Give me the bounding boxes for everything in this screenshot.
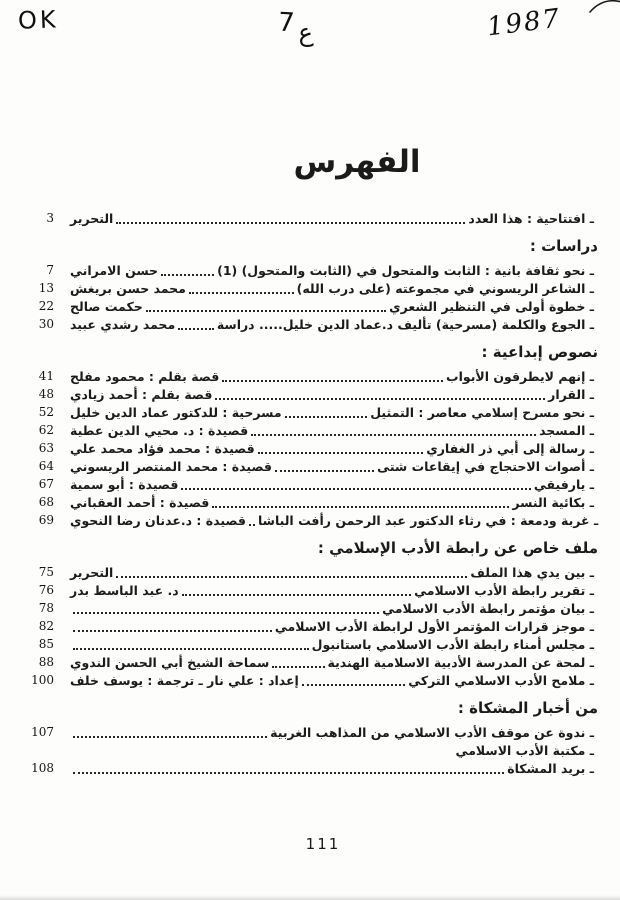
toc-entry — [24, 618, 594, 635]
entry-leader-dots — [285, 416, 368, 418]
entry-title: ـ افتتاحية : هذا العدد — [468, 211, 594, 226]
entry-content — [54, 458, 594, 475]
entry-content — [54, 476, 594, 493]
entry-title: ـ مجلس أمناء رابطة الأدب الاسلامي باستانبول — [311, 637, 594, 652]
entry-title: ـ مكتبة الأدب الاسلامي — [455, 743, 594, 758]
entry-page-number: 63 — [38, 441, 54, 455]
entry-page-number: 64 — [38, 459, 54, 473]
toc-entry — [24, 422, 594, 439]
entry-content — [54, 404, 594, 421]
entry-leader-dots — [116, 576, 467, 578]
entry-title: ـ نحو مسرح إسلامي معاصر : التمثيل — [370, 405, 594, 420]
entry-content — [54, 760, 594, 777]
entry-title: ـ نحو ثقافة بانية : الثابت والمتحول في (الثابت والمتحول) (1) — [217, 263, 594, 278]
entry-title: ـ المسجد — [539, 423, 594, 438]
entry-leader-dots — [222, 380, 443, 382]
entry-title: ـ بريد المشكاة — [507, 761, 594, 776]
entry-author: قصيدة : محمد فؤاد محمد علي — [70, 441, 255, 456]
entry-page-number: 3 — [46, 211, 54, 225]
entry-title: ـ أصوات الاحتجاج في إيقاعات شتى — [377, 459, 594, 474]
entry-content — [54, 724, 594, 741]
entry-page-number: 41 — [38, 369, 54, 383]
entry-author: قصيدة : د. محيي الدين عطية — [70, 423, 249, 438]
toc-entry — [24, 512, 599, 529]
toc-entry — [24, 476, 594, 493]
entry-title: ـ إنهم لايطرقون الأبواب — [446, 369, 594, 384]
entry-title: ـ بيان مؤتمر رابطة الأدب الاسلامي — [382, 601, 594, 616]
toc-entry — [24, 386, 594, 403]
entry-page-number: 7 — [46, 263, 54, 277]
handwritten-ok-mark: OK — [17, 5, 60, 35]
entry-title: ـ القرار — [548, 387, 594, 402]
entry-author: حسن الامراني — [70, 263, 159, 278]
entry-leader-dots — [73, 648, 309, 650]
toc-entry — [24, 494, 594, 511]
entry-leader-dots — [73, 772, 504, 774]
entry-content — [54, 742, 594, 759]
section-header: ملف خاص عن رابطة الأدب الإسلامي : — [317, 539, 598, 557]
scan-bottom-edge — [0, 895, 620, 900]
entry-page-number: 100 — [31, 673, 54, 687]
entry-title: ـ ندوة عن موقف الأدب الاسلامي من المذاهب الغربية — [270, 725, 594, 740]
entry-page-number: 107 — [31, 725, 54, 739]
entry-leader-dots — [258, 452, 424, 454]
entry-page-number: 85 — [38, 637, 54, 651]
entry-content — [54, 600, 594, 617]
entry-leader-dots — [249, 524, 255, 526]
entry-content — [54, 210, 594, 227]
entry-title: ـ رسالة إلى أبي ذر الغفاري — [426, 441, 594, 456]
entry-leader-dots — [275, 470, 374, 472]
entry-leader-dots — [302, 684, 405, 686]
entry-title: ـ الشاعر الريسوني في مجموعته (على درب الله) — [296, 281, 594, 296]
entry-content — [54, 316, 594, 333]
entry-author: قصيدة : محمد المنتصر الريسوني — [70, 459, 272, 474]
entry-page-number: 67 — [38, 477, 54, 491]
toc-entry — [24, 440, 594, 457]
toc-entry — [24, 404, 594, 421]
entry-content — [54, 280, 594, 297]
entry-title: ـ بين يدي هذا الملف — [470, 565, 594, 580]
page-title: الفهرس — [293, 144, 421, 180]
toc-entry — [24, 582, 594, 599]
scan-corner-mark — [589, 0, 620, 16]
toc-entry — [24, 262, 594, 279]
entry-leader-dots — [181, 488, 530, 490]
entry-page-number: 108 — [31, 761, 54, 775]
entry-leader-dots — [161, 274, 214, 276]
toc-entry — [24, 636, 594, 653]
entry-leader-dots — [272, 666, 324, 668]
toc-entry — [24, 742, 594, 759]
handwritten-issue-number: 7 — [277, 7, 296, 39]
entry-content — [54, 582, 594, 599]
entry-page-number: 82 — [38, 619, 54, 633]
entry-leader-dots — [116, 222, 465, 224]
entry-leader-dots — [251, 434, 536, 436]
section-header: نصوص إبداعية : — [481, 343, 598, 361]
toc-entry — [24, 368, 594, 385]
entry-content — [54, 368, 594, 385]
entry-content — [54, 494, 594, 511]
entry-title: ـ موجز قرارات المؤتمر الأول لرابطة الأدب الاسلامي — [274, 619, 594, 634]
entry-content — [54, 618, 594, 635]
entry-content — [54, 636, 594, 653]
entry-content — [54, 440, 594, 457]
entry-author: محمد رشدي عبيد — [70, 317, 176, 332]
handwritten-year: 1987 — [485, 3, 563, 43]
entry-page-number: 69 — [38, 513, 54, 527]
entry-title: ـ ملامح الأدب الاسلامي التركي — [408, 673, 594, 688]
entry-content — [54, 564, 594, 581]
entry-author: حكمت صالح — [70, 299, 143, 314]
entry-page-number: 76 — [38, 583, 54, 597]
entry-leader-dots — [212, 506, 509, 508]
footer-page-number: 111 — [305, 835, 341, 853]
toc-entry — [24, 654, 594, 671]
entry-author: التحرير — [70, 565, 114, 580]
toc-entry — [24, 760, 594, 777]
entry-page-number: 13 — [38, 281, 54, 295]
entry-author: قصة بقلم : أحمد زيادي — [70, 387, 213, 402]
entry-content — [54, 386, 594, 403]
table-of-contents — [24, 210, 599, 778]
entry-page-number: 88 — [38, 655, 54, 669]
entry-leader-dots — [178, 328, 214, 330]
entry-title: ـ تقرير رابطة الأدب الاسلامي — [414, 583, 594, 598]
entry-content — [54, 262, 594, 279]
toc-entry — [24, 724, 594, 741]
entry-leader-dots — [146, 310, 386, 312]
entry-page-number: 75 — [38, 565, 54, 579]
entry-author: التحرير — [70, 211, 114, 226]
toc-entry — [24, 600, 594, 617]
entry-author: مسرحية : للدكتور عماد الدين خليل — [70, 405, 282, 420]
entry-leader-dots — [189, 292, 294, 294]
entry-page-number: 62 — [38, 423, 54, 437]
entry-content — [54, 422, 594, 439]
entry-title: ـ بكائية النسر — [512, 495, 594, 510]
entry-leader-dots — [215, 398, 545, 400]
entry-page-number: 30 — [38, 317, 54, 331]
toc-entry — [24, 316, 594, 333]
entry-leader-dots — [73, 612, 379, 614]
entry-leader-dots — [73, 630, 272, 632]
toc-entry — [24, 298, 594, 315]
entry-page-number: 68 — [38, 495, 54, 509]
entry-page-number: 78 — [38, 601, 54, 615]
entry-title: ـ لمحة عن المدرسة الأدبية الاسلامية الهندية — [327, 655, 594, 670]
entry-leader-dots — [182, 594, 411, 596]
entry-author: قصيدة : د.عدنان رضا النحوي — [70, 513, 246, 528]
section-header: من أخبار المشكاة : — [457, 699, 598, 717]
entry-author: سماحة الشيخ أبي الحسن الندوي — [70, 655, 270, 670]
toc-entry — [24, 280, 594, 297]
entry-page-number: 52 — [38, 405, 54, 419]
entry-content — [54, 298, 594, 315]
entry-content — [54, 654, 594, 671]
entry-author: قصيدة : أبو سمية — [70, 477, 179, 492]
entry-title: ـ غربة ودمعة : في رثاء الدكتور عبد الرحمن رأفت الباشا — [257, 513, 599, 528]
toc-entry — [24, 210, 594, 227]
entry-content — [54, 512, 598, 529]
entry-author: د. عبد الباسط بدر — [70, 583, 179, 598]
toc-entry — [24, 672, 594, 689]
entry-leader-dots — [73, 736, 267, 738]
entry-author: قصة بقلم : محمود مفلح — [70, 369, 220, 384]
entry-page-number: 22 — [38, 299, 54, 313]
entry-page-number: 48 — [38, 387, 54, 401]
toc-entry — [24, 458, 594, 475]
entry-author: محمد حسن بريغش — [70, 281, 186, 296]
entry-title: ـ يارفيقي — [533, 477, 594, 492]
section-header: دراسات : — [529, 237, 598, 255]
toc-entry — [24, 564, 594, 581]
entry-author: إعداد : علي نار ـ ترجمة : يوسف خلف — [70, 673, 299, 688]
entry-author: قصيدة : أحمد العقباني — [70, 495, 210, 510]
entry-title: ـ خطوة أولى في التنظير الشعري — [389, 299, 594, 314]
handwritten-ain-letter: ع — [297, 17, 314, 48]
entry-content — [54, 672, 594, 689]
entry-title: ـ الجوع والكلمة (مسرحية) تأليف د.عماد الدين خليل..... دراسة — [216, 317, 594, 332]
